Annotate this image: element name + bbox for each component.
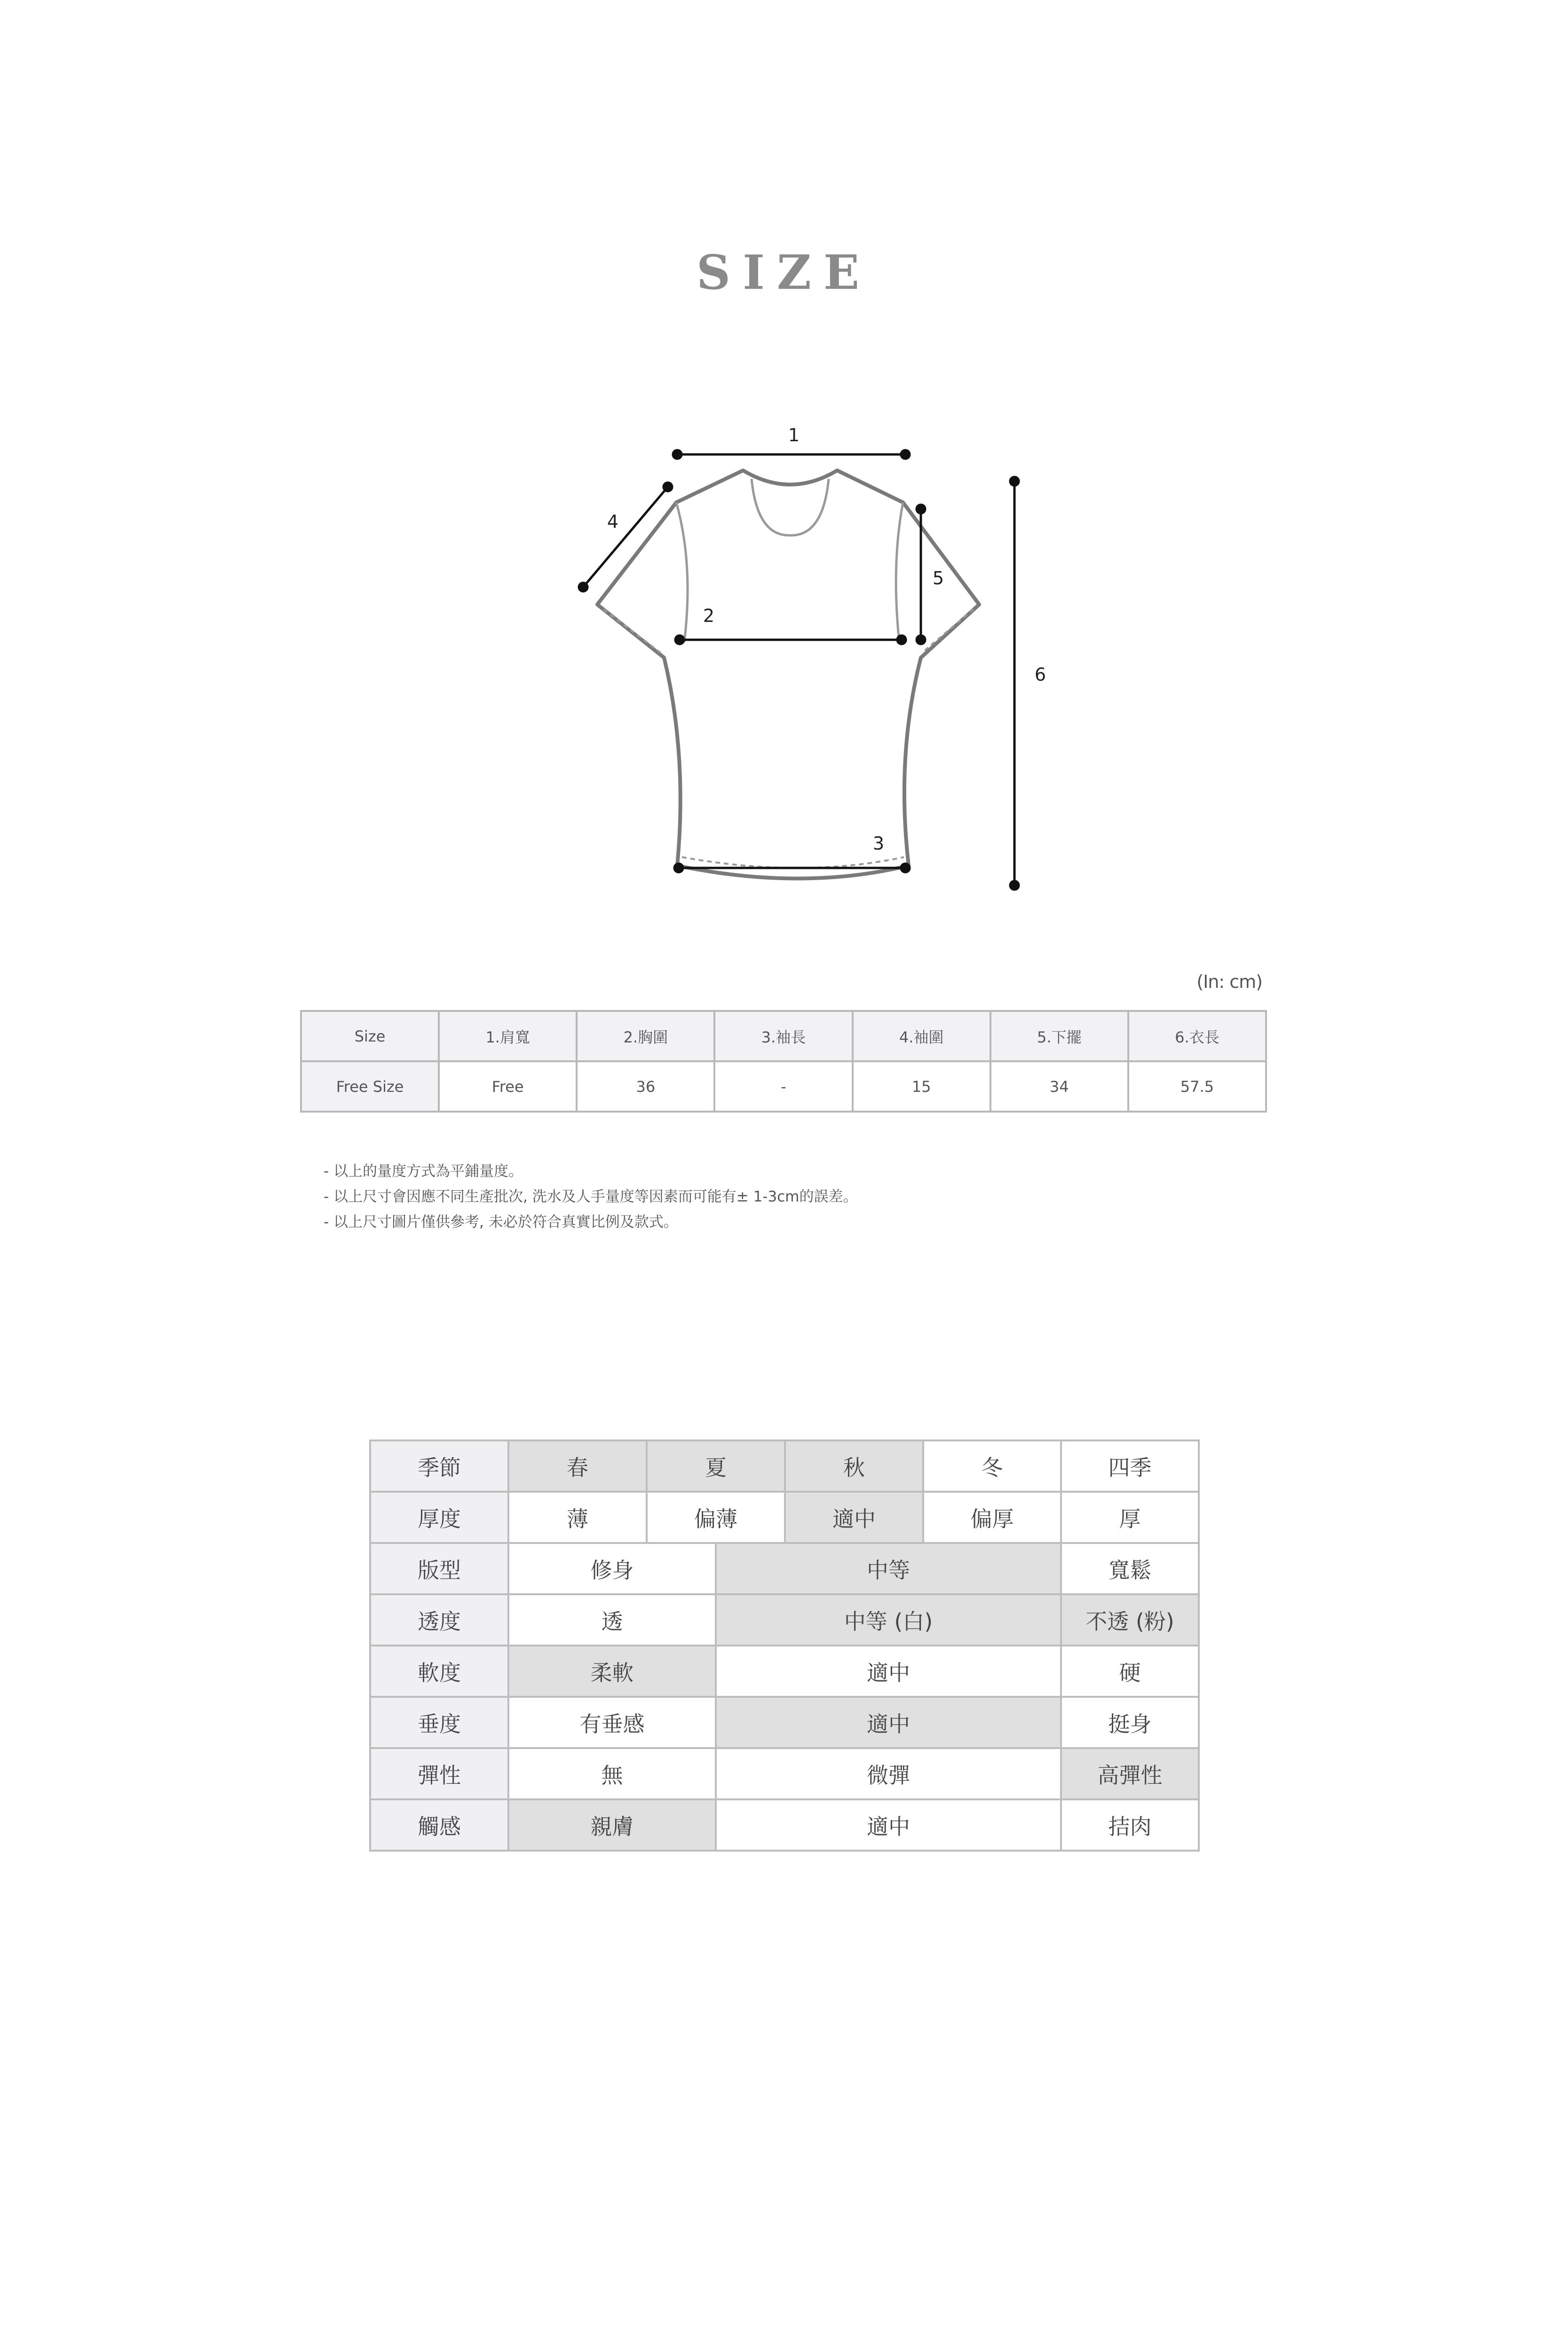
thickness-option: 偏厚 (923, 1492, 1061, 1543)
season-option: 夏 (647, 1440, 785, 1492)
size-cell: 57.5 (1128, 1061, 1266, 1112)
fabric-properties-table (369, 1439, 1200, 1852)
fabric-label: 透度 (370, 1594, 508, 1646)
fabric-label: 軟度 (370, 1646, 508, 1697)
tshirt-measurement-diagram (541, 395, 1058, 903)
unit-label: (In: cm) (1196, 971, 1262, 992)
fabric-row-transparency (370, 1594, 1199, 1646)
measure-label-5: 5 (932, 568, 944, 588)
touch-option: 拮肉 (1061, 1799, 1199, 1851)
fabric-row-thickness (370, 1492, 1199, 1543)
softness-option: 柔軟 (508, 1646, 716, 1697)
fit-option: 寬鬆 (1061, 1543, 1199, 1594)
drape-option: 適中 (716, 1697, 1061, 1748)
elasticity-option: 微彈 (716, 1748, 1061, 1799)
touch-option: 適中 (716, 1799, 1061, 1851)
fabric-label: 觸感 (370, 1799, 508, 1851)
fabric-row-softness (370, 1646, 1199, 1697)
measure-label-4: 4 (607, 511, 619, 532)
size-header-cell: 1.肩寬 (439, 1011, 577, 1061)
season-option: 秋 (785, 1440, 923, 1492)
thickness-option: 適中 (785, 1492, 923, 1543)
thickness-option: 厚 (1061, 1492, 1199, 1543)
transparency-option: 不透 (粉) (1061, 1594, 1199, 1646)
season-option: 四季 (1061, 1440, 1199, 1492)
elasticity-option: 無 (508, 1748, 716, 1799)
page-title: SIZE (696, 245, 872, 300)
measure-label-3: 3 (872, 833, 885, 854)
elasticity-option: 高彈性 (1061, 1748, 1199, 1799)
size-cell: Free (439, 1061, 577, 1112)
fabric-row-fit (370, 1543, 1199, 1594)
size-table (300, 1010, 1267, 1113)
size-cell: 15 (853, 1061, 990, 1112)
softness-option: 適中 (716, 1646, 1061, 1697)
size-cell: - (714, 1061, 852, 1112)
size-header-cell: 6.衣長 (1128, 1011, 1266, 1061)
touch-option: 親膚 (508, 1799, 716, 1851)
measure-label-2: 2 (703, 605, 715, 626)
size-header-cell: 4.袖圍 (853, 1011, 990, 1061)
fabric-label: 版型 (370, 1543, 508, 1594)
drape-option: 挺身 (1061, 1697, 1199, 1748)
thickness-option: 薄 (508, 1492, 647, 1543)
size-table-row (301, 1061, 1266, 1112)
note-item: - 以上尺寸圖片僅供參考, 未必於符合真實比例及款式。 (324, 1214, 678, 1231)
fit-option: 修身 (508, 1543, 716, 1594)
note-item: - 以上的量度方式為平鋪量度。 (324, 1163, 523, 1180)
thickness-option: 偏薄 (647, 1492, 785, 1543)
size-header-cell: 2.胸圍 (577, 1011, 714, 1061)
fit-option: 中等 (716, 1543, 1061, 1594)
size-row-label: Free Size (301, 1061, 439, 1112)
fabric-label: 垂度 (370, 1697, 508, 1748)
season-option: 春 (508, 1440, 647, 1492)
fabric-row-drape (370, 1697, 1199, 1748)
size-header-cell: 5.下擺 (990, 1011, 1128, 1061)
fabric-label: 厚度 (370, 1492, 508, 1543)
drape-option: 有垂感 (508, 1697, 716, 1748)
season-option: 冬 (923, 1440, 1061, 1492)
size-table-header-row (301, 1011, 1266, 1061)
size-cell: 34 (990, 1061, 1128, 1112)
fabric-row-elasticity (370, 1748, 1199, 1799)
note-item: - 以上尺寸會因應不同生產批次, 洗水及人手量度等因素而可能有± 1-3cm的誤差。 (324, 1188, 858, 1205)
fabric-row-season (370, 1440, 1199, 1492)
size-header-cell: Size (301, 1011, 439, 1061)
size-cell: 36 (577, 1061, 714, 1112)
transparency-option: 中等 (白) (716, 1594, 1061, 1646)
measure-label-1: 1 (788, 425, 800, 445)
softness-option: 硬 (1061, 1646, 1199, 1697)
measurement-notes (324, 1159, 857, 1235)
measure-label-6: 6 (1034, 664, 1046, 685)
transparency-option: 透 (508, 1594, 716, 1646)
fabric-label: 季節 (370, 1440, 508, 1492)
fabric-row-touch (370, 1799, 1199, 1851)
size-header-cell: 3.袖長 (714, 1011, 852, 1061)
fabric-label: 彈性 (370, 1748, 508, 1799)
